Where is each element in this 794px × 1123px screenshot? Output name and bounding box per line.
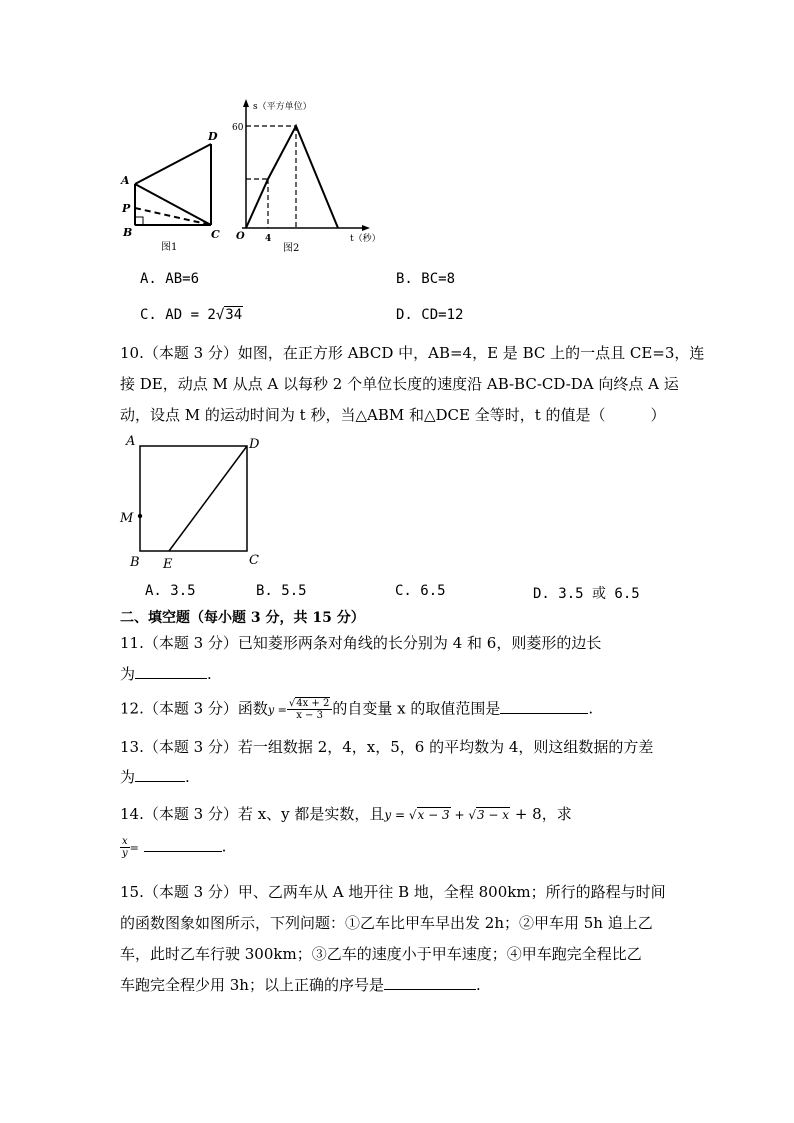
q13-line-1: 13.（本题 3 分）若一组数据 2，4，x，5，6 的平均数为 4，则这组数据的方差 bbox=[120, 738, 654, 756]
q15-line-4: 车跑完全程少用 3h；以上正确的序号是 . bbox=[120, 976, 481, 994]
q10-line-1: 10.（本题 3 分）如图，在正方形 ABCD 中，AB=4，E 是 BC 上的一点且 CE=3，连 bbox=[120, 344, 705, 362]
q12-answer-blank bbox=[500, 699, 588, 714]
sq-label-B: B bbox=[130, 555, 140, 570]
q11-line-1: 11.（本题 3 分）已知菱形两条对角线的长分别为 4 和 6，则菱形的边长 bbox=[120, 634, 602, 652]
q10-option-c: C. 6.5 bbox=[395, 583, 446, 599]
sq-label-C: C bbox=[249, 553, 259, 568]
sq-label-D: D bbox=[249, 437, 260, 452]
q11-answer-blank bbox=[135, 664, 207, 679]
q10-square-figure bbox=[112, 430, 272, 575]
sq-label-A: A bbox=[126, 434, 136, 449]
q9-option-a: A. AB=6 bbox=[140, 271, 200, 287]
q14-fraction: $\frac{x}{y}$ bbox=[122, 836, 128, 859]
q10-option-b: B. 5.5 bbox=[256, 583, 307, 599]
sq-label-M: M bbox=[120, 511, 134, 526]
figure-1 bbox=[118, 128, 228, 258]
q9-option-c: C. AD = 2√34 bbox=[140, 307, 243, 323]
q12-line: 12.（本题 3 分）函数y = $\frac{√4x + 2}{x - 3}$ 的自变量 x 的取值范围是 . bbox=[120, 698, 594, 721]
label-A: A bbox=[121, 174, 130, 187]
q10-line-2: 接 DE，动点 M 从点 A 以每秒 2 个单位长度的速度沿 AB-BC-CD-DA 向终点 A 运 bbox=[120, 375, 679, 393]
q10-option-a: A. 3.5 bbox=[145, 583, 196, 599]
q9-option-d: D. CD=12 bbox=[396, 307, 464, 323]
q15-line-2: 的函数图象如图所示，下列问题：①乙车比甲车早出发 2h；②甲车用 5h 追上乙 bbox=[120, 914, 653, 932]
q13-answer-blank bbox=[135, 767, 185, 782]
figure-2 bbox=[228, 96, 388, 258]
origin-label: O bbox=[236, 231, 245, 242]
q13-line-2: 为 . bbox=[120, 768, 190, 786]
q11-line-2: 为 . bbox=[120, 665, 212, 683]
q10-option-d: D. 3.5 或 6.5 bbox=[533, 586, 640, 602]
x-axis-label: t（秒） bbox=[350, 234, 381, 244]
q15-line-1: 15.（本题 3 分）甲、乙两车从 A 地开往 B 地，全程 800km；所行的路程与时间 bbox=[120, 883, 666, 901]
sq-label-E: E bbox=[163, 557, 173, 572]
label-B: B bbox=[123, 226, 133, 239]
label-P: P bbox=[122, 202, 131, 215]
x-tick-4: 4 bbox=[265, 234, 272, 244]
section-2-heading: 二、填空题（每小题 3 分，共 15 分） bbox=[120, 610, 365, 626]
figure-1-caption: 图1 bbox=[161, 242, 178, 253]
q12-fraction: $\frac{√4x + 2}{x - 3}$ bbox=[287, 698, 332, 721]
label-D: D bbox=[208, 130, 218, 143]
q14-line-1: 14.（本题 3 分）若 x、y 都是实数，且y = √x − 3 + √3 − x + 8，求 bbox=[120, 805, 572, 823]
q14-answer-blank bbox=[144, 837, 222, 852]
q10-line-3: 动，设点 M 的运动时间为 t 秒，当△ABM 和△DCE 全等时，t 的值是（ ） bbox=[120, 406, 666, 424]
q15-line-3: 车，此时乙车行驶 300km；③乙车的速度小于甲车速度；④甲车跑完全程比乙 bbox=[120, 945, 642, 963]
label-C: C bbox=[211, 228, 220, 241]
q9-option-b: B. BC=8 bbox=[396, 271, 456, 287]
figure-2-caption: 图2 bbox=[283, 243, 300, 254]
q14-line-2: $\frac{x}{y}$ = . bbox=[122, 836, 227, 859]
y-axis-label: s（平方单位） bbox=[253, 102, 312, 112]
y-tick-60: 60 bbox=[232, 123, 244, 133]
q15-answer-blank bbox=[384, 975, 476, 990]
